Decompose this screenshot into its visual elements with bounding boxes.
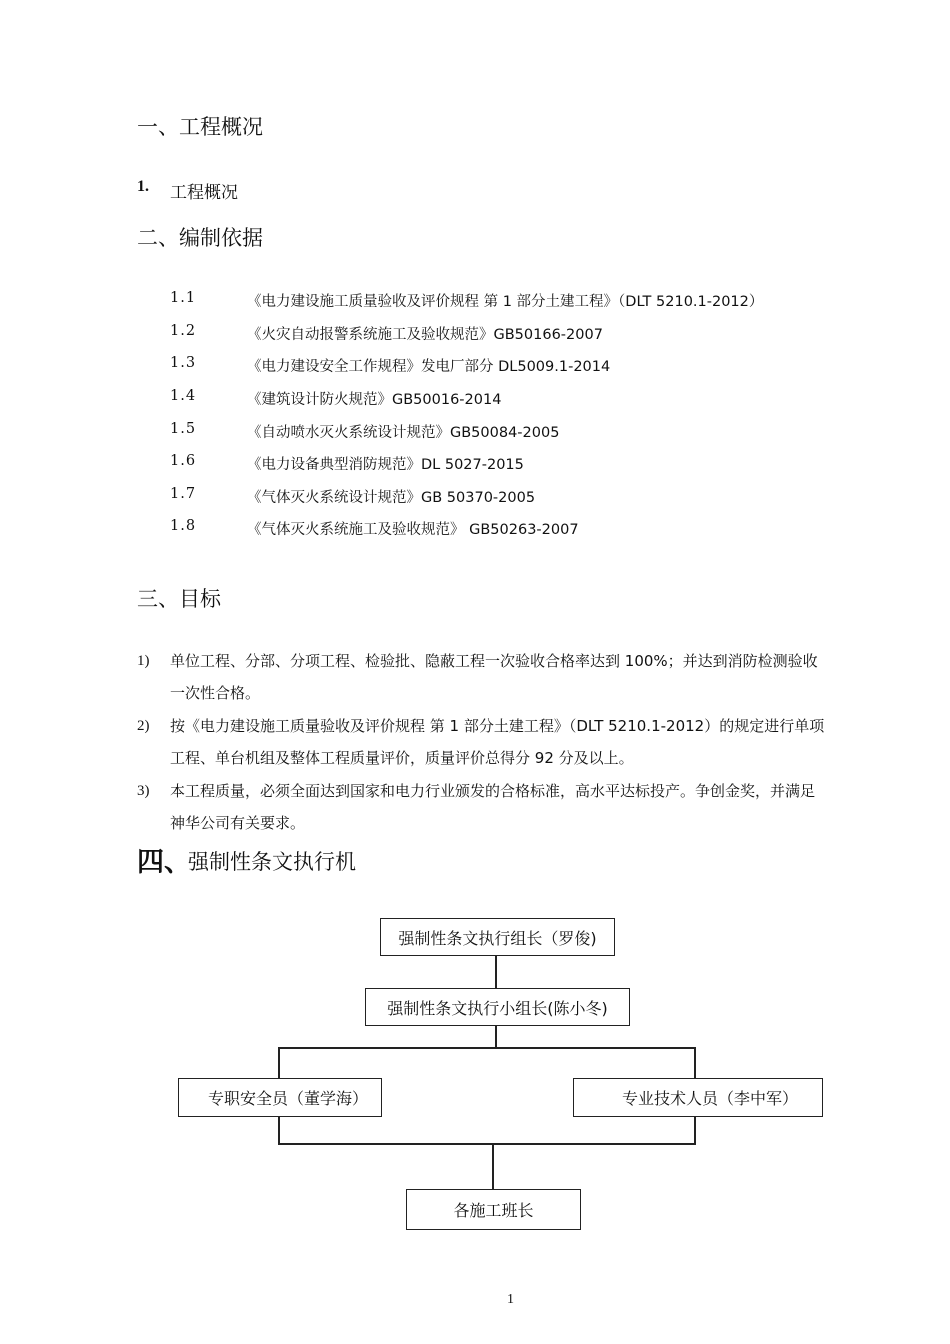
connector-line <box>694 1047 696 1078</box>
ref-text: 《建筑设计防火规范》GB50016-2014 <box>247 392 502 408</box>
goal-line: 本工程质量，必须全面达到国家和电力行业颁发的合格标准，高水平达标投产。争创金奖，并满足 <box>170 782 816 800</box>
org-safety-label: 专职安全员（董学海） <box>208 1089 369 1108</box>
ref-text: 《电力建设施工质量验收及评价规程 第 1 部分土建工程》（DLT 5210.1-2012） <box>247 294 764 310</box>
ref-text: 《电力设备典型消防规范》DL 5027-2015 <box>247 457 524 473</box>
ref-text: 《火灾自动报警系统施工及验收规范》GB50166-2007 <box>247 327 603 343</box>
goal-line: 工程、单台机组及整体工程质量评价，质量评价总得分 92 分及以上。 <box>170 749 634 767</box>
goal-line: 神华公司有关要求。 <box>170 814 306 832</box>
ref-text: 《自动喷水灭火系统设计规范》GB50084-2005 <box>247 425 560 441</box>
connector-line <box>278 1143 696 1145</box>
goal-number: 2) <box>137 718 150 734</box>
org-box-foremen <box>406 1189 581 1230</box>
connector-line <box>694 1117 696 1144</box>
org-box-group-leader <box>365 988 630 1026</box>
goal-number: 1) <box>137 653 150 669</box>
ref-number: 1.2 <box>170 323 197 339</box>
ref-number: 1.7 <box>170 486 197 502</box>
ref-text: 《气体灭火系统施工及验收规范》 GB50263-2007 <box>247 522 579 538</box>
section2-title: 二、编制依据 <box>137 226 263 250</box>
connector-line <box>495 956 497 988</box>
goal-number: 3) <box>137 783 150 799</box>
ref-number: 1.3 <box>170 355 197 371</box>
org-box-tech <box>573 1078 823 1117</box>
connector-line <box>495 1026 497 1048</box>
org-tech-label: 专业技术人员（李中军） <box>622 1089 799 1108</box>
org-group-leader-label: 强制性条文执行小组长(陈小冬) <box>387 998 608 1018</box>
ref-text: 《电力建设安全工作规程》发电厂部分 DL5009.1-2014 <box>247 359 611 375</box>
org-leader-label: 强制性条文执行组长（罗俊) <box>398 928 597 948</box>
connector-line <box>492 1143 494 1189</box>
org-box-leader <box>380 918 615 956</box>
connector-line <box>278 1117 280 1144</box>
section1-title: 一、工程概况 <box>137 115 263 139</box>
connector-line <box>278 1047 696 1049</box>
goal-line: 单位工程、分部、分项工程、检验批、隐蔽工程一次验收合格率达到 100%；并达到消防检测验收 <box>170 652 818 670</box>
ref-number: 1.6 <box>170 453 197 469</box>
org-box-safety <box>178 1078 382 1117</box>
ref-number: 1.1 <box>170 290 197 306</box>
section3-title: 三、目标 <box>137 587 221 611</box>
ref-number: 1.8 <box>170 518 197 534</box>
goal-line: 一次性合格。 <box>170 684 261 702</box>
section4-title: 强制性条文执行机 <box>188 850 356 874</box>
goal-line: 按《电力建设施工质量验收及评价规程 第 1 部分土建工程》（DLT 5210.1-2012）的规定进行单项 <box>170 717 825 735</box>
ref-number: 1.4 <box>170 388 197 404</box>
section1-sub-number: 1. <box>137 178 149 195</box>
ref-number: 1.5 <box>170 421 197 437</box>
connector-line <box>278 1047 280 1078</box>
org-foremen-label: 各施工班长 <box>453 1201 534 1220</box>
page-number: 1 <box>507 1292 514 1307</box>
section4-number: 四、 <box>137 847 191 878</box>
ref-text: 《气体灭火系统设计规范》GB 50370-2005 <box>247 490 536 506</box>
section1-sub-text: 工程概况 <box>170 183 238 203</box>
